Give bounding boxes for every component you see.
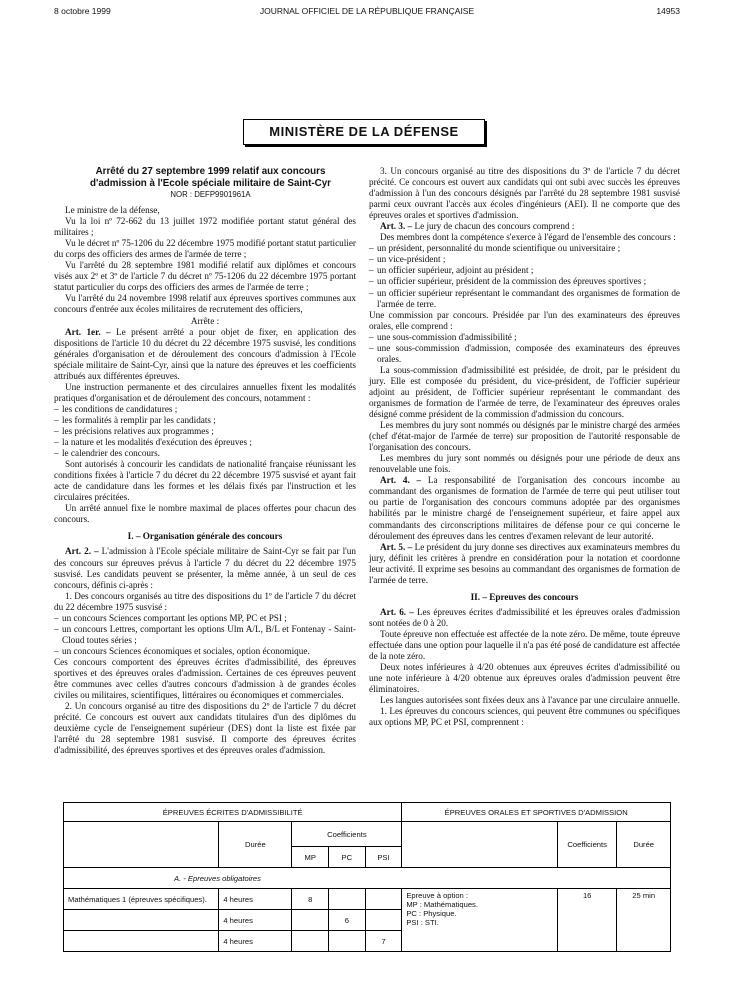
table-r2-duree: 4 heures bbox=[219, 910, 292, 931]
table-r2-pc: 6 bbox=[329, 910, 366, 931]
paragraph: Vu l'arrêté du 28 septembre 1981 modifié relatif aux diplômes et concours visés aux 2º et 3º de l'article 7 du décret nº 75-1206 du 22 décembre 1975 portant statut particulier du corps des officiers des armes de l'armée de terre ; bbox=[54, 260, 356, 293]
list-item: – une sous-commission d'admissibilité ; bbox=[369, 332, 680, 343]
paragraph: La sous-commission d'admissibilité est présidée, de droit, par le président du jury. Elle est composée du président, du vice-président, de l'officier supérieur adjoint au président, de l'officier supérieur représentant le commandant des organismes de formation de l'armée de terre, de l'examinateur des épreuves orales désigné comme président de la commission d'admission du concours. bbox=[369, 364, 680, 420]
list-item: – un vice-président ; bbox=[369, 254, 680, 265]
arrete-title-line2: d'admission à l'Ecole spéciale militaire de Saint-Cyr bbox=[90, 177, 331, 189]
list-item: – une sous-commission d'admission, composée des examinateurs des épreuves orales. bbox=[369, 343, 680, 365]
table-oral-coef: 16 bbox=[557, 889, 616, 952]
table-r2-label bbox=[64, 910, 219, 931]
paragraph: Toute épreuve non effectuée est affectée de la note zéro. De même, toute épreuve effectuée dans une option pour laquelle il n'a pas été posé de candidature est affectée de la note zéro. bbox=[369, 628, 681, 662]
article-text: L'admission à l'Ecole spéciale militaire de Saint-Cyr se fait par l'un des concours sur épreuves prévus à l'article 7 du décret du 22 décembre 1975 susvisé. Les candidats peuvent se présenter, la même année, à un seul de ces concours, définis ci-après : bbox=[54, 546, 356, 590]
article-text: Le jury de chacun des concours comprend : bbox=[412, 221, 575, 232]
article-paragraph bbox=[369, 475, 680, 541]
table-r3-pc bbox=[329, 931, 366, 952]
list-item: – un concours Lettres, comportant les options Ulm A/L, B/L et Fontenay - Saint-Cloud toutes séries ; bbox=[54, 624, 356, 646]
list-item: – un officier supérieur, président de la commission des épreuves sportives ; bbox=[369, 276, 680, 287]
article-number: Art. 5. – bbox=[380, 541, 413, 552]
table-section-a: A. - Epreuves obligatoires bbox=[64, 868, 671, 889]
paragraph: Les membres du jury sont nommés ou désignés pour une période de deux ans renouvelable une fois. bbox=[369, 453, 680, 475]
article-paragraph bbox=[369, 221, 680, 232]
header-date: 8 octobre 1999 bbox=[54, 6, 111, 16]
table-col-coef-oral: Coefficients bbox=[557, 822, 616, 868]
page-header bbox=[54, 6, 680, 20]
table-r3-psi: 7 bbox=[365, 931, 402, 952]
list-item: – les conditions de candidatures ; bbox=[54, 404, 356, 415]
paragraph: Les membres du jury sont nommés ou désignés par le ministre chargé des armées (chef d'état-major de l'armée de terre) sur proposition de l'autorité responsable de l'organisation des concours. bbox=[369, 420, 680, 453]
table-oral-option bbox=[402, 889, 558, 952]
header-page-number: 14953 bbox=[656, 6, 680, 16]
paragraph: Un arrêté annuel fixe le nombre maximal de places offertes pour chacun des concours. bbox=[54, 503, 356, 525]
article-number: Art. 6. – bbox=[380, 606, 414, 617]
table-row-label: Mathématiques 1 (épreuves spécifiques). bbox=[64, 889, 219, 910]
paragraph: Ces concours comportent des épreuves écrites d'admissibilité, des épreuves sportives et des épreuves orales d'admission. Certaines de ces épreuves peuvent être communes avec celles d'autres concours d'admission à de grandes écoles civiles ou militaires, scientifiques, littéraires ou économiques et commerciales. bbox=[54, 656, 356, 701]
article-number: Art. 1er. – bbox=[65, 326, 111, 337]
table-header-ecrites: ÉPREUVES ÉCRITES D'ADMISSIBILITÉ bbox=[64, 803, 402, 822]
paragraph: Une commission par concours. Présidée par l'un des examinateurs des épreuves orales, elle comprend : bbox=[369, 309, 680, 331]
table-r3-label bbox=[64, 931, 219, 952]
article-paragraph bbox=[54, 546, 356, 590]
table-oral-duree: 25 min bbox=[617, 889, 671, 952]
table-r1-duree: 4 heures bbox=[219, 889, 292, 910]
header-journal-title: JOURNAL OFFICIEL DE LA RÉPUBLIQUE FRANÇAISE bbox=[259, 6, 475, 16]
list-item: – les formalités à remplir par les candidats ; bbox=[54, 415, 356, 426]
table-col-mp: MP bbox=[292, 847, 329, 868]
paragraph: Des membres dont la compétence s'exerce à l'égard de l'ensemble des concours : bbox=[380, 232, 676, 243]
table-col-pc: PC bbox=[329, 847, 366, 868]
table-r1-psi bbox=[365, 889, 402, 910]
article-number: Art. 2. – bbox=[65, 546, 99, 557]
article-text: Le présent arrêté a pour objet de fixer, en application des dispositions de l'article 10 du décret du 22 décembre 1975 susvisé, les conditions générales d'organisation et de déroulement des concours d'admission à l'Ecole spéciale militaire de Saint-Cyr, ainsi que la nature des épreuves et les coefficients attribués aux différentes épreuves. bbox=[54, 326, 356, 381]
oral-line2: MP : Mathématiques. bbox=[406, 900, 478, 909]
paragraph: Sont autorisés à concourir les candidats de nationalité française réunissant les conditions fixées à l'article 7 du décret du 22 décembre 1975 susvisé et ayant fait acte de candidature dans les formes et les délais fixés par l'instruction et les circulaires précitées. bbox=[54, 459, 356, 503]
paragraph: Le ministre de la défense, bbox=[65, 205, 160, 216]
list-item: – le calendrier des concours. bbox=[54, 448, 356, 459]
article-paragraph bbox=[54, 327, 356, 382]
table-r3-duree: 4 heures bbox=[219, 931, 292, 952]
table-r2-psi bbox=[365, 910, 402, 931]
article-text: Le président du jury donne ses directives aux examinateurs membres du jury, définit les critères à prendre en considération pour la notation et coordonne leur activité. Il exprime ses besoins au commandant des organismes de formation de l'armée de terre. bbox=[369, 541, 680, 585]
article-paragraph bbox=[369, 542, 680, 586]
table-col-duree-oral: Durée bbox=[617, 822, 671, 868]
left-column-body bbox=[54, 205, 356, 756]
table-r1-mp: 8 bbox=[292, 889, 329, 910]
section-heading: II. – Epreuves des concours bbox=[470, 591, 579, 602]
centered-text: Arrête : bbox=[190, 315, 220, 326]
table-col-coefficients: Coefficients bbox=[292, 822, 402, 847]
list-item: – un concours Sciences comportant les options MP, PC et PSI ; bbox=[54, 613, 356, 624]
table-r2-mp bbox=[292, 910, 329, 931]
article-number: Art. 4. – bbox=[380, 475, 422, 486]
ministry-banner: MINISTÈRE DE LA DÉFENSE bbox=[243, 119, 485, 145]
list-item: – un officier supérieur, adjoint au président ; bbox=[369, 265, 680, 276]
table-header-orales: ÉPREUVES ORALES ET SPORTIVES D'ADMISSION bbox=[402, 803, 671, 822]
table-blank-oral bbox=[402, 822, 558, 868]
list-item: – les précisions relatives aux programmes ; bbox=[54, 426, 356, 437]
table-blank-cell bbox=[64, 822, 219, 868]
list-item: – un président, personnalité du monde scientifique ou universitaire ; bbox=[369, 243, 680, 254]
paragraph: 2. Un concours organisé au titre des dispositions du 2º de l'article 7 du décret précité. Ce concours est ouvert aux candidats titulaires d'un des diplômes du deuxième cycle de l'enseignement supérieur (DES) dont la liste est fixée par l'arrêté du 28 septembre 1981 susvisé. Il comporte des épreuves écrites d'admissibilité, des épreuves sportives et des épreuves orales d'admission. bbox=[54, 701, 356, 756]
column-right bbox=[369, 166, 680, 728]
paragraph: 3. Un concours organisé au titre des dispositions du 3º de l'article 7 du décret précité. Ce concours est ouvert aux candidats qui ont subi avec succès les épreuves d'admission à l'un des concours désignés par l'arrêté du 28 septembre 1981 susvisé parmi ceux ouvrant l'accès aux écoles d'ingénieurs (AEI). Il ne comporte que des épreuves orales et sportives d'admission. bbox=[369, 166, 680, 221]
article-paragraph bbox=[369, 607, 680, 629]
nor-reference: NOR : DEFP9901961A bbox=[170, 190, 251, 199]
table-r1-pc bbox=[329, 889, 366, 910]
table-r3-mp bbox=[292, 931, 329, 952]
table-col-duree: Durée bbox=[219, 822, 292, 868]
paragraph: 1. Des concours organisés au titre des dispositions du 1º de l'article 7 du décret du 22 décembre 1975 susvisé : bbox=[54, 590, 356, 612]
table-col-psi: PSI bbox=[365, 847, 402, 868]
section-heading: I. – Organisation générale des concours bbox=[127, 531, 283, 542]
list-item: – la nature et les modalités d'exécution des épreuves ; bbox=[54, 437, 356, 448]
oral-line1: Epreuve à option : bbox=[406, 891, 468, 900]
article-text: Les épreuves écrites d'admissibilité et les épreuves orales d'admission sont notées de 0 à 20. bbox=[369, 606, 680, 628]
arrete-title-line1: Arrêté du 27 septembre 1999 relatif aux concours bbox=[95, 166, 326, 177]
paragraph: 1. Les épreuves du concours sciences, qui peuvent être communes ou spécifiques aux options MP, PC et PSI, comprennent : bbox=[369, 706, 680, 728]
paragraph: Vu la loi nº 72-662 du 13 juillet 1972 modifiée portant statut général des militaires ; bbox=[54, 216, 356, 238]
oral-line4: PSI : STI. bbox=[406, 918, 439, 927]
paragraph: Les langues autorisées sont fixées deux ans à l'avance par une circulaire annuelle. bbox=[380, 695, 680, 706]
epreuves-table bbox=[63, 802, 671, 952]
paragraph: Une instruction permanente et des circulaires annuelles fixent les modalités pratiques d'organisation et de déroulement des concours, notamment : bbox=[54, 381, 356, 403]
list-item: – un concours Sciences économiques et sociales, option économique. bbox=[54, 646, 356, 657]
article-text: La responsabilité de l'organisation des concours incombe au commandant des organismes de formation de l'armée de terre qui peut utiliser tout ou partie de l'organisation des concours communs adoptée par des organismes habilités par le ministre chargé de l'enseignement supérieur, et faire appel aux commandants des circonscriptions militaires de défense pour ce qui concerne le déroulement des épreuves dans les centres d'examen relevant de leur autorité. bbox=[369, 475, 680, 541]
list-item: – un officier supérieur représentant le commandant des organismes de formation de l'armée de terre. bbox=[369, 288, 680, 310]
paragraph: Vu le décret nº 75-1206 du 22 décembre 1975 modifié portant statut particulier du corps des officiers des armes de l'armée de terre ; bbox=[54, 238, 356, 260]
right-column-body bbox=[369, 166, 680, 728]
paragraph: Deux notes inférieures à 4/20 obtenues aux épreuves écrites d'admissibilité ou une note inférieure à 4/20 obtenue aux épreuves orales d'admission peuvent être éliminatoires. bbox=[369, 662, 680, 695]
column-left bbox=[54, 166, 356, 756]
paragraph: Vu l'arrêté du 24 novembre 1998 relatif aux épreuves sportives communes aux concours d'entrée aux écoles militaires de recrutement des officiers, bbox=[54, 293, 356, 315]
oral-line3: PC : Physique. bbox=[406, 909, 457, 918]
article-number: Art. 3. – bbox=[380, 221, 413, 232]
